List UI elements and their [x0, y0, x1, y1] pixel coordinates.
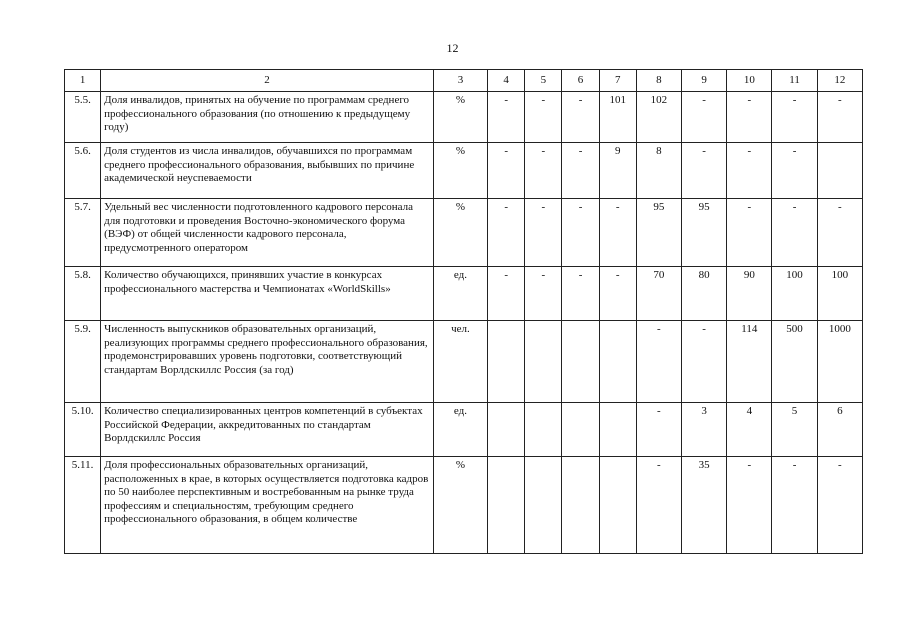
row-number: 5.8.: [65, 267, 101, 321]
value-cell: -: [599, 199, 636, 267]
table-row: [65, 457, 863, 554]
header-cell: 6: [562, 70, 599, 92]
header-cell: 5: [525, 70, 562, 92]
value-cell: -: [772, 92, 817, 143]
value-cell: [599, 403, 636, 457]
header-row: [65, 70, 863, 92]
header-cell: 4: [488, 70, 525, 92]
value-cell: -: [682, 321, 727, 403]
value-cell: -: [525, 267, 562, 321]
row-description: Доля профессиональных образовательных организаций, расположенных в крае, в которых осуществляется подготовка кадров по 50 наиболее перспективным и востребованным на рынке труда профессиям и специальностям, требующим среднего профессионального образования, в общем количестве: [101, 457, 434, 554]
value-cell: -: [772, 199, 817, 267]
row-unit: ед.: [433, 267, 487, 321]
header-cell: 9: [682, 70, 727, 92]
value-cell: -: [562, 267, 599, 321]
value-cell: [562, 321, 599, 403]
value-cell: 95: [682, 199, 727, 267]
value-cell: [599, 457, 636, 554]
value-cell: 102: [636, 92, 681, 143]
value-cell: 90: [727, 267, 772, 321]
value-cell: -: [488, 199, 525, 267]
row-unit: %: [433, 92, 487, 143]
value-cell: [488, 457, 525, 554]
value-cell: [562, 403, 599, 457]
value-cell: 8: [636, 143, 681, 199]
value-cell: [817, 143, 862, 199]
table-row: [65, 92, 863, 143]
table-row: [65, 321, 863, 403]
value-cell: -: [599, 267, 636, 321]
value-cell: 80: [682, 267, 727, 321]
row-description: Количество обучающихся, принявших участие в конкурсах профессионального мастерства и Чемпионатах «WorldSkills»: [101, 267, 434, 321]
header-cell: 1: [65, 70, 101, 92]
row-description: Доля студентов из числа инвалидов, обучавшихся по программам среднего профессионального образования, выбывших по причине академической неуспеваемости: [101, 143, 434, 199]
value-cell: 500: [772, 321, 817, 403]
value-cell: -: [525, 199, 562, 267]
header-cell: 2: [101, 70, 434, 92]
value-cell: [525, 321, 562, 403]
value-cell: -: [562, 143, 599, 199]
row-number: 5.11.: [65, 457, 101, 554]
row-description: Численность выпускников образовательных организаций, реализующих программы среднего профессионального образования, продемонстрировавших уровень подготовки, соответствующий стандартам Ворлдскиллс Россия (за год): [101, 321, 434, 403]
value-cell: -: [562, 92, 599, 143]
value-cell: -: [525, 143, 562, 199]
value-cell: -: [817, 92, 862, 143]
header-cell: 7: [599, 70, 636, 92]
value-cell: 70: [636, 267, 681, 321]
value-cell: 9: [599, 143, 636, 199]
value-cell: -: [772, 457, 817, 554]
value-cell: -: [488, 267, 525, 321]
value-cell: -: [682, 92, 727, 143]
table-row: [65, 143, 863, 199]
value-cell: -: [562, 199, 599, 267]
value-cell: -: [636, 321, 681, 403]
row-description: Доля инвалидов, принятых на обучение по программам среднего профессионального образования (по отношению к предыдущему году): [101, 92, 434, 143]
header-cell: 8: [636, 70, 681, 92]
page-number: 12: [446, 41, 459, 55]
row-unit: %: [433, 199, 487, 267]
value-cell: [525, 457, 562, 554]
value-cell: 1000: [817, 321, 862, 403]
value-cell: -: [772, 143, 817, 199]
value-cell: -: [682, 143, 727, 199]
row-number: 5.10.: [65, 403, 101, 457]
value-cell: [562, 457, 599, 554]
table-row: [65, 267, 863, 321]
header-cell: 3: [433, 70, 487, 92]
value-cell: -: [727, 199, 772, 267]
value-cell: 5: [772, 403, 817, 457]
value-cell: 95: [636, 199, 681, 267]
header-cell: 12: [817, 70, 862, 92]
value-cell: [488, 403, 525, 457]
value-cell: [525, 403, 562, 457]
header-cell: 11: [772, 70, 817, 92]
value-cell: 35: [682, 457, 727, 554]
row-unit: %: [433, 143, 487, 199]
value-cell: -: [727, 92, 772, 143]
value-cell: -: [636, 403, 681, 457]
row-number: 5.6.: [65, 143, 101, 199]
value-cell: -: [817, 199, 862, 267]
table-row: [65, 199, 863, 267]
value-cell: [599, 321, 636, 403]
header-cell: 10: [727, 70, 772, 92]
value-cell: -: [727, 143, 772, 199]
value-cell: -: [525, 92, 562, 143]
value-cell: -: [488, 143, 525, 199]
value-cell: [488, 321, 525, 403]
row-number: 5.9.: [65, 321, 101, 403]
value-cell: 3: [682, 403, 727, 457]
row-unit: чел.: [433, 321, 487, 403]
row-description: Удельный вес численности подготовленного кадрового персонала для подготовки и проведения Восточно-экономического форума (ВЭФ) от общей численности кадрового персонала, предусмотренного оператором: [101, 199, 434, 267]
value-cell: -: [727, 457, 772, 554]
value-cell: 100: [817, 267, 862, 321]
table-row: [65, 403, 863, 457]
row-number: 5.7.: [65, 199, 101, 267]
row-description: Количество специализированных центров компетенций в субъектах Российской Федерации, аккредитованных по стандартам Ворлдскиллс Россия: [101, 403, 434, 457]
value-cell: 6: [817, 403, 862, 457]
value-cell: -: [488, 92, 525, 143]
row-number: 5.5.: [65, 92, 101, 143]
value-cell: -: [817, 457, 862, 554]
value-cell: 4: [727, 403, 772, 457]
value-cell: 114: [727, 321, 772, 403]
indicators-table: [64, 69, 863, 554]
value-cell: 100: [772, 267, 817, 321]
row-unit: %: [433, 457, 487, 554]
value-cell: -: [636, 457, 681, 554]
row-unit: ед.: [433, 403, 487, 457]
value-cell: 101: [599, 92, 636, 143]
